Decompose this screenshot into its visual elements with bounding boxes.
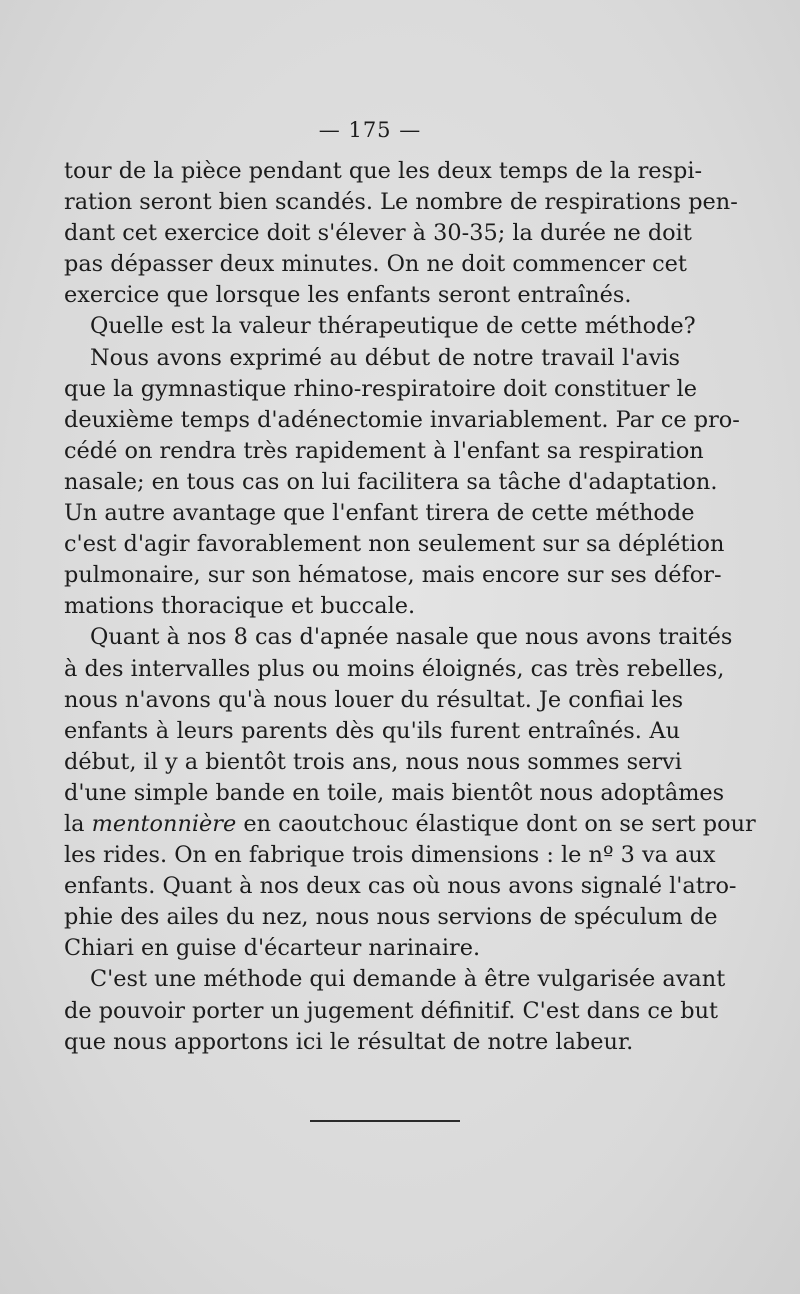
- text-line: tour de la pièce pendant que les deux temps de la respi-: [64, 158, 703, 184]
- paragraph: [64, 311, 696, 342]
- text-line: phie des ailes du nez, nous nous servions de spéculum de: [64, 904, 718, 931]
- text-line: nous n'avons qu'à nous louer du résultat. Je confiai les: [64, 686, 684, 713]
- text-line: C'est une méthode qui demande à être vulgarisée avant: [90, 966, 726, 993]
- text-line: c'est d'agir favorablement non seulement sur sa déplétion: [64, 531, 725, 558]
- closing-rule: [310, 1120, 460, 1122]
- text-line: Nous avons exprimé au début de notre travail l'avis: [90, 344, 680, 371]
- body-text: [64, 156, 756, 1058]
- text-line: Quant à nos 8 cas d'apnée nasale que nous avons traités: [90, 624, 733, 651]
- text-line: les rides. On en fabrique trois dimensions : le nº 3 va aux: [64, 842, 716, 869]
- text-line: de pouvoir porter un jugement définitif. C'est dans ce but: [64, 997, 719, 1024]
- paragraph: [64, 964, 726, 1057]
- text-line: que la gymnastique rhino-respiratoire doit constituer le: [64, 375, 698, 402]
- text-line: mations thoracique et buccale.: [64, 593, 416, 620]
- text-line: enfants. Quant à nos deux cas où nous avons signalé l'atro-: [64, 873, 737, 900]
- text-line: Un autre avantage que l'enfant tirera de cette méthode: [64, 500, 695, 527]
- text-line: nasale; en tous cas on lui facilitera sa tâche d'adaptation.: [64, 468, 718, 495]
- text-line: la mentonnière en caoutchouc élastique dont on se sert pour: [64, 810, 756, 837]
- paragraph: [64, 622, 756, 964]
- text-line: exercice que lorsque les enfants seront entraînés.: [64, 282, 632, 309]
- text-line: Chiari en guise d'écarteur narinaire.: [64, 935, 481, 962]
- paragraph: [64, 156, 738, 311]
- text-line: enfants à leurs parents dès qu'ils furent entraînés. Au: [64, 717, 680, 744]
- text-line: d'une simple bande en toile, mais bientôt nous adoptâmes: [64, 779, 725, 806]
- text-line: que nous apportons ici le résultat de notre labeur.: [64, 1028, 634, 1055]
- page-number: — 175 —: [318, 118, 422, 142]
- text-line: dant cet exercice doit s'élever à 30-35; la durée ne doit: [64, 220, 692, 247]
- paragraph: [64, 343, 740, 623]
- text-line: pulmonaire, sur son hématose, mais encore sur ses défor-: [64, 562, 722, 589]
- text-line: cédé on rendra très rapidement à l'enfant sa respiration: [64, 437, 704, 464]
- text-line: deuxième temps d'adénectomie invariablement. Par ce pro-: [64, 406, 740, 433]
- text-line: à des intervalles plus ou moins éloignés, cas très rebelles,: [64, 655, 725, 682]
- text-line: Quelle est la valeur thérapeutique de cette méthode?: [90, 313, 696, 340]
- text-line: ration seront bien scandés. Le nombre de respirations pen-: [64, 189, 738, 216]
- text-line: début, il y a bientôt trois ans, nous nous sommes servi: [64, 748, 682, 775]
- text-line: pas dépasser deux minutes. On ne doit commencer cet: [64, 251, 687, 278]
